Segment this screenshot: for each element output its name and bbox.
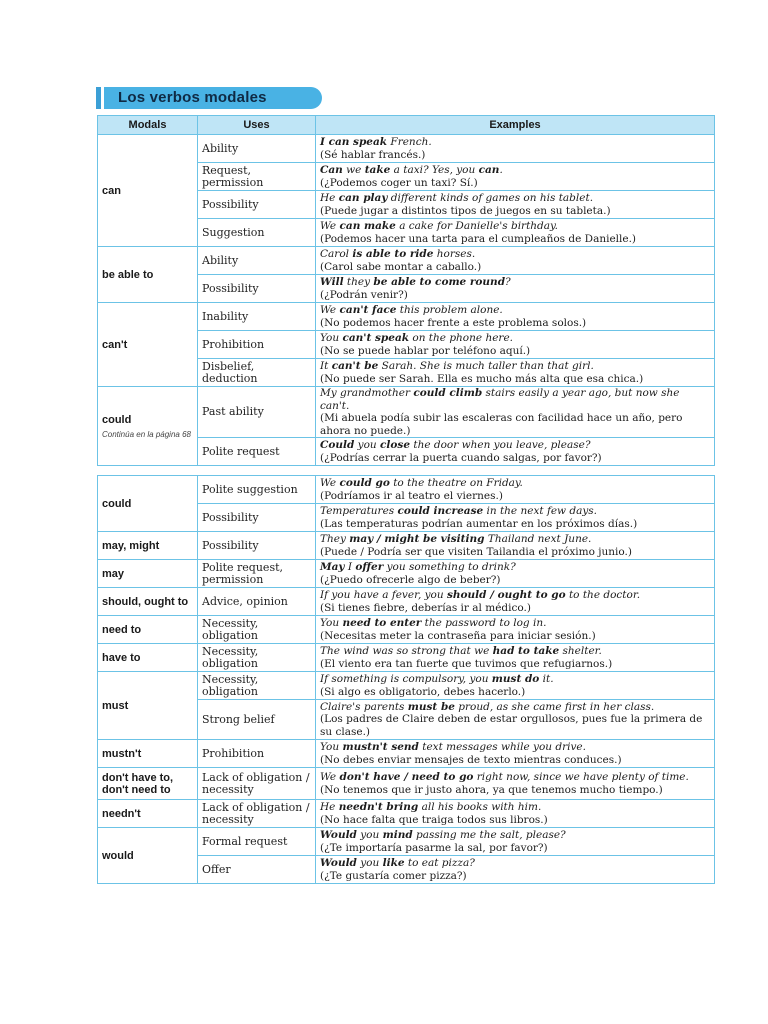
example-cell (316, 616, 715, 644)
example-spanish: (Carol sabe montar a caballo.) (320, 260, 482, 273)
modal-could (98, 387, 198, 466)
modal-verb-highlight: may / might be visiting (349, 532, 485, 545)
use-cell: Polite request, permission (198, 560, 316, 588)
modal-must: must (98, 672, 198, 740)
example-english: My grandmother could climb stairs easily a year ago, but now she can't. (320, 387, 680, 412)
title-accent (96, 87, 101, 109)
example-english: If something is compulsory, you must do it. (320, 672, 554, 685)
example-spanish: (No se puede hablar por teléfono aquí.) (320, 344, 531, 357)
modal-verb-highlight: could climb (413, 387, 483, 399)
example-english: May I offer you something to drink? (320, 560, 516, 573)
use-cell: Inability (198, 303, 316, 331)
table-row (98, 672, 715, 700)
table-row (98, 247, 715, 275)
example-spanish: (Las temperaturas podrían aumentar en los próximos días.) (320, 517, 638, 530)
example-cell (316, 275, 715, 303)
use-cell: Formal request (198, 828, 316, 856)
example-cell (316, 359, 715, 387)
example-spanish: (No podemos hacer frente a este problema solos.) (320, 316, 587, 329)
modal-can: can (98, 135, 198, 247)
modal-may: may (98, 560, 198, 588)
example-cell (316, 828, 715, 856)
section-title (96, 87, 325, 109)
modal-verb-highlight: mind (382, 828, 413, 841)
modal-verb-highlight: must be (407, 700, 455, 713)
example-english: Carol is able to ride horses. (320, 247, 476, 260)
example-english: Temperatures could increase in the next few days. (320, 504, 598, 517)
use-cell: Necessity, obligation (198, 616, 316, 644)
modal-verb-highlight: Can (320, 163, 343, 176)
header-examples: Examples (316, 116, 715, 135)
example-english: Claire's parents must be proud, as she came first in her class. (320, 700, 655, 713)
example-english: I can speak French. (320, 135, 432, 148)
table-row (98, 588, 715, 616)
example-spanish: (Los padres de Claire deben de estar orgullosos, pues fue la primera de su clase.) (320, 713, 703, 738)
example-cell (316, 303, 715, 331)
modal-could-2: could (98, 476, 198, 532)
table-row (98, 740, 715, 768)
example-cell (316, 438, 715, 466)
example-spanish: (Mi abuela podía subir las escaleras con facilidad hace un año, pero ahora no puede.) (320, 412, 683, 437)
use-cell: Lack of obligation / necessity (198, 800, 316, 828)
example-english: If you have a fever, you should / ought to go to the doctor. (320, 588, 641, 601)
example-english: Can we take a taxi? Yes, you can. (320, 163, 503, 176)
example-spanish: (Si tienes fiebre, deberías ir al médico.) (320, 601, 531, 614)
use-cell: Possibility (198, 191, 316, 219)
example-english: They may / might be visiting Thailand next June. (320, 532, 592, 545)
example-cell (316, 331, 715, 359)
use-cell: Necessity, obligation (198, 672, 316, 700)
modal-verb-highlight: can't face (339, 303, 397, 316)
example-cell (316, 191, 715, 219)
use-cell: Prohibition (198, 740, 316, 768)
modal-have-to: have to (98, 644, 198, 672)
example-spanish: (No hace falta que traiga todos sus libros.) (320, 813, 548, 826)
modal-mustnt: mustn't (98, 740, 198, 768)
modal-verb-highlight: can't speak (342, 331, 410, 344)
example-spanish: (No puede ser Sarah. Ella es mucho más alta que esa chica.) (320, 372, 644, 385)
use-cell: Past ability (198, 387, 316, 438)
example-cell (316, 800, 715, 828)
example-spanish: (Podríamos ir al teatro el viernes.) (320, 489, 503, 502)
modal-verb-highlight: Could (320, 439, 355, 452)
use-cell: Offer (198, 856, 316, 884)
example-english: We can make a cake for Danielle's birthday. (320, 219, 558, 232)
example-cell (316, 247, 715, 275)
example-cell (316, 219, 715, 247)
use-cell: Prohibition (198, 331, 316, 359)
example-spanish: (Puede jugar a distintos tipos de juegos en su tableta.) (320, 204, 611, 217)
example-cell (316, 163, 715, 191)
example-cell (316, 768, 715, 800)
example-spanish: (El viento era tan fuerte que tuvimos que refugiarnos.) (320, 657, 613, 670)
example-english: Will they be able to come round? (320, 275, 511, 288)
use-cell: Polite request (198, 438, 316, 466)
example-cell (316, 672, 715, 700)
modal-verb-highlight: can make (339, 219, 396, 232)
modal-verb-highlight: Would (320, 828, 357, 841)
table-row (98, 768, 715, 800)
example-cell (316, 700, 715, 740)
table-row (98, 560, 715, 588)
use-cell: Necessity, obligation (198, 644, 316, 672)
modal-verb-highlight: I can speak (320, 135, 388, 148)
example-english: We could go to the theatre on Friday. (320, 476, 523, 489)
table-row (98, 135, 715, 163)
example-spanish: (Puede / Podría ser que visiten Tailandia el próximo junio.) (320, 545, 632, 558)
example-english: He needn't bring all his books with him. (320, 800, 542, 813)
modal-verb-highlight: don't have / need to go (339, 770, 474, 783)
example-spanish: (¿Te gustaría comer pizza?) (320, 869, 467, 882)
example-spanish: (¿Puedo ofrecerle algo de beber?) (320, 573, 501, 586)
example-spanish: (No tenemos que ir justo ahora, ya que tenemos mucho tiempo.) (320, 783, 663, 796)
modal-verb-highlight: can (478, 163, 500, 176)
modal-cant: can't (98, 303, 198, 387)
modal-verb-highlight: May (320, 560, 345, 573)
example-english: You need to enter the password to log in. (320, 616, 547, 629)
use-cell: Polite suggestion (198, 476, 316, 504)
modal-verb-highlight: should / ought to go (446, 588, 566, 601)
continued-note: Continúa en la página 68 (102, 429, 191, 439)
modal-would: would (98, 828, 198, 884)
modal-verb-highlight: had to take (492, 644, 560, 657)
example-cell (316, 560, 715, 588)
table-row (98, 303, 715, 331)
example-spanish: (Necesitas meter la contraseña para iniciar sesión.) (320, 629, 596, 642)
example-english: Would you mind passing me the salt, please? (320, 828, 566, 841)
example-cell (316, 135, 715, 163)
example-spanish: (No debes enviar mensajes de texto mientras conduces.) (320, 753, 622, 766)
table-row (98, 532, 715, 560)
modal-verb-highlight: Will (320, 275, 344, 288)
table-row (98, 387, 715, 438)
header-modals: Modals (98, 116, 198, 135)
example-english: We can't face this problem alone. (320, 303, 503, 316)
example-spanish: (¿Te importaría pasarme la sal, por favor?) (320, 841, 548, 854)
modal-be-able-to: be able to (98, 247, 198, 303)
modal-need-to: need to (98, 616, 198, 644)
example-english: It can't be Sarah. She is much taller than that girl. (320, 359, 594, 372)
modal-verb-highlight: must do (491, 672, 540, 685)
use-cell: Disbelief, deduction (198, 359, 316, 387)
table-row (98, 800, 715, 828)
example-cell (316, 740, 715, 768)
example-cell (316, 476, 715, 504)
title-text: Los verbos modales (118, 89, 267, 106)
table-row (98, 476, 715, 504)
modal-verb-highlight: could increase (397, 504, 484, 517)
example-english: He can play different kinds of games on his tablet. (320, 191, 594, 204)
example-english: Could you close the door when you leave, please? (320, 439, 591, 452)
table-row (98, 616, 715, 644)
example-spanish: (Sé hablar francés.) (320, 148, 426, 161)
modal-verb-highlight: need to enter (342, 616, 422, 629)
modal-verb-highlight: like (382, 856, 405, 869)
use-cell: Advice, opinion (198, 588, 316, 616)
use-cell: Ability (198, 247, 316, 275)
modal-verb-highlight: take (364, 163, 391, 176)
table-row (98, 644, 715, 672)
example-english: Would you like to eat pizza? (320, 856, 475, 869)
example-english: The wind was so strong that we had to take shelter. (320, 644, 602, 657)
use-cell: Possibility (198, 504, 316, 532)
use-cell: Request, permission (198, 163, 316, 191)
table-header-row (98, 116, 715, 135)
modal-neednt: needn't (98, 800, 198, 828)
example-cell (316, 532, 715, 560)
modal-verb-highlight: Would (320, 856, 357, 869)
modal-verb-highlight: could go (339, 476, 390, 489)
modal-verb-highlight: be able to come round (373, 275, 506, 288)
example-cell (316, 387, 715, 438)
example-english: You can't speak on the phone here. (320, 331, 513, 344)
modal-should: should, ought to (98, 588, 198, 616)
use-cell: Strong belief (198, 700, 316, 740)
modal-may-might: may, might (98, 532, 198, 560)
use-cell: Suggestion (198, 219, 316, 247)
example-spanish: (¿Podemos coger un taxi? Sí.) (320, 176, 478, 189)
use-cell: Ability (198, 135, 316, 163)
modal-dont-have-to: don't have to, don't need to (98, 768, 198, 800)
example-english: We don't have / need to go right now, since we have plenty of time. (320, 770, 689, 783)
modal-verb-highlight: needn't bring (338, 800, 419, 813)
use-cell: Possibility (198, 532, 316, 560)
modals-table-1 (97, 115, 715, 466)
modal-verb-highlight: mustn't send (342, 740, 419, 753)
modal-verb-highlight: close (380, 439, 411, 452)
modals-table-2 (97, 475, 715, 884)
example-spanish: (¿Podrán venir?) (320, 288, 408, 301)
example-english: You mustn't send text messages while you drive. (320, 740, 586, 753)
use-cell: Possibility (198, 275, 316, 303)
modal-verb-highlight: can't be (331, 359, 379, 372)
modal-could-label: could (102, 413, 132, 426)
modal-verb-highlight: can play (338, 191, 388, 204)
example-cell (316, 504, 715, 532)
example-spanish: (¿Podrías cerrar la puerta cuando salgas, por favor?) (320, 451, 602, 464)
example-cell (316, 856, 715, 884)
example-cell (316, 644, 715, 672)
example-spanish: (Si algo es obligatorio, debes hacerlo.) (320, 685, 526, 698)
modal-verb-highlight: offer (355, 560, 384, 573)
example-spanish: (Podemos hacer una tarta para el cumpleaños de Danielle.) (320, 232, 637, 245)
use-cell: Lack of obligation / necessity (198, 768, 316, 800)
table-row (98, 828, 715, 856)
header-uses: Uses (198, 116, 316, 135)
example-cell (316, 588, 715, 616)
modal-verb-highlight: is able to ride (352, 247, 434, 260)
